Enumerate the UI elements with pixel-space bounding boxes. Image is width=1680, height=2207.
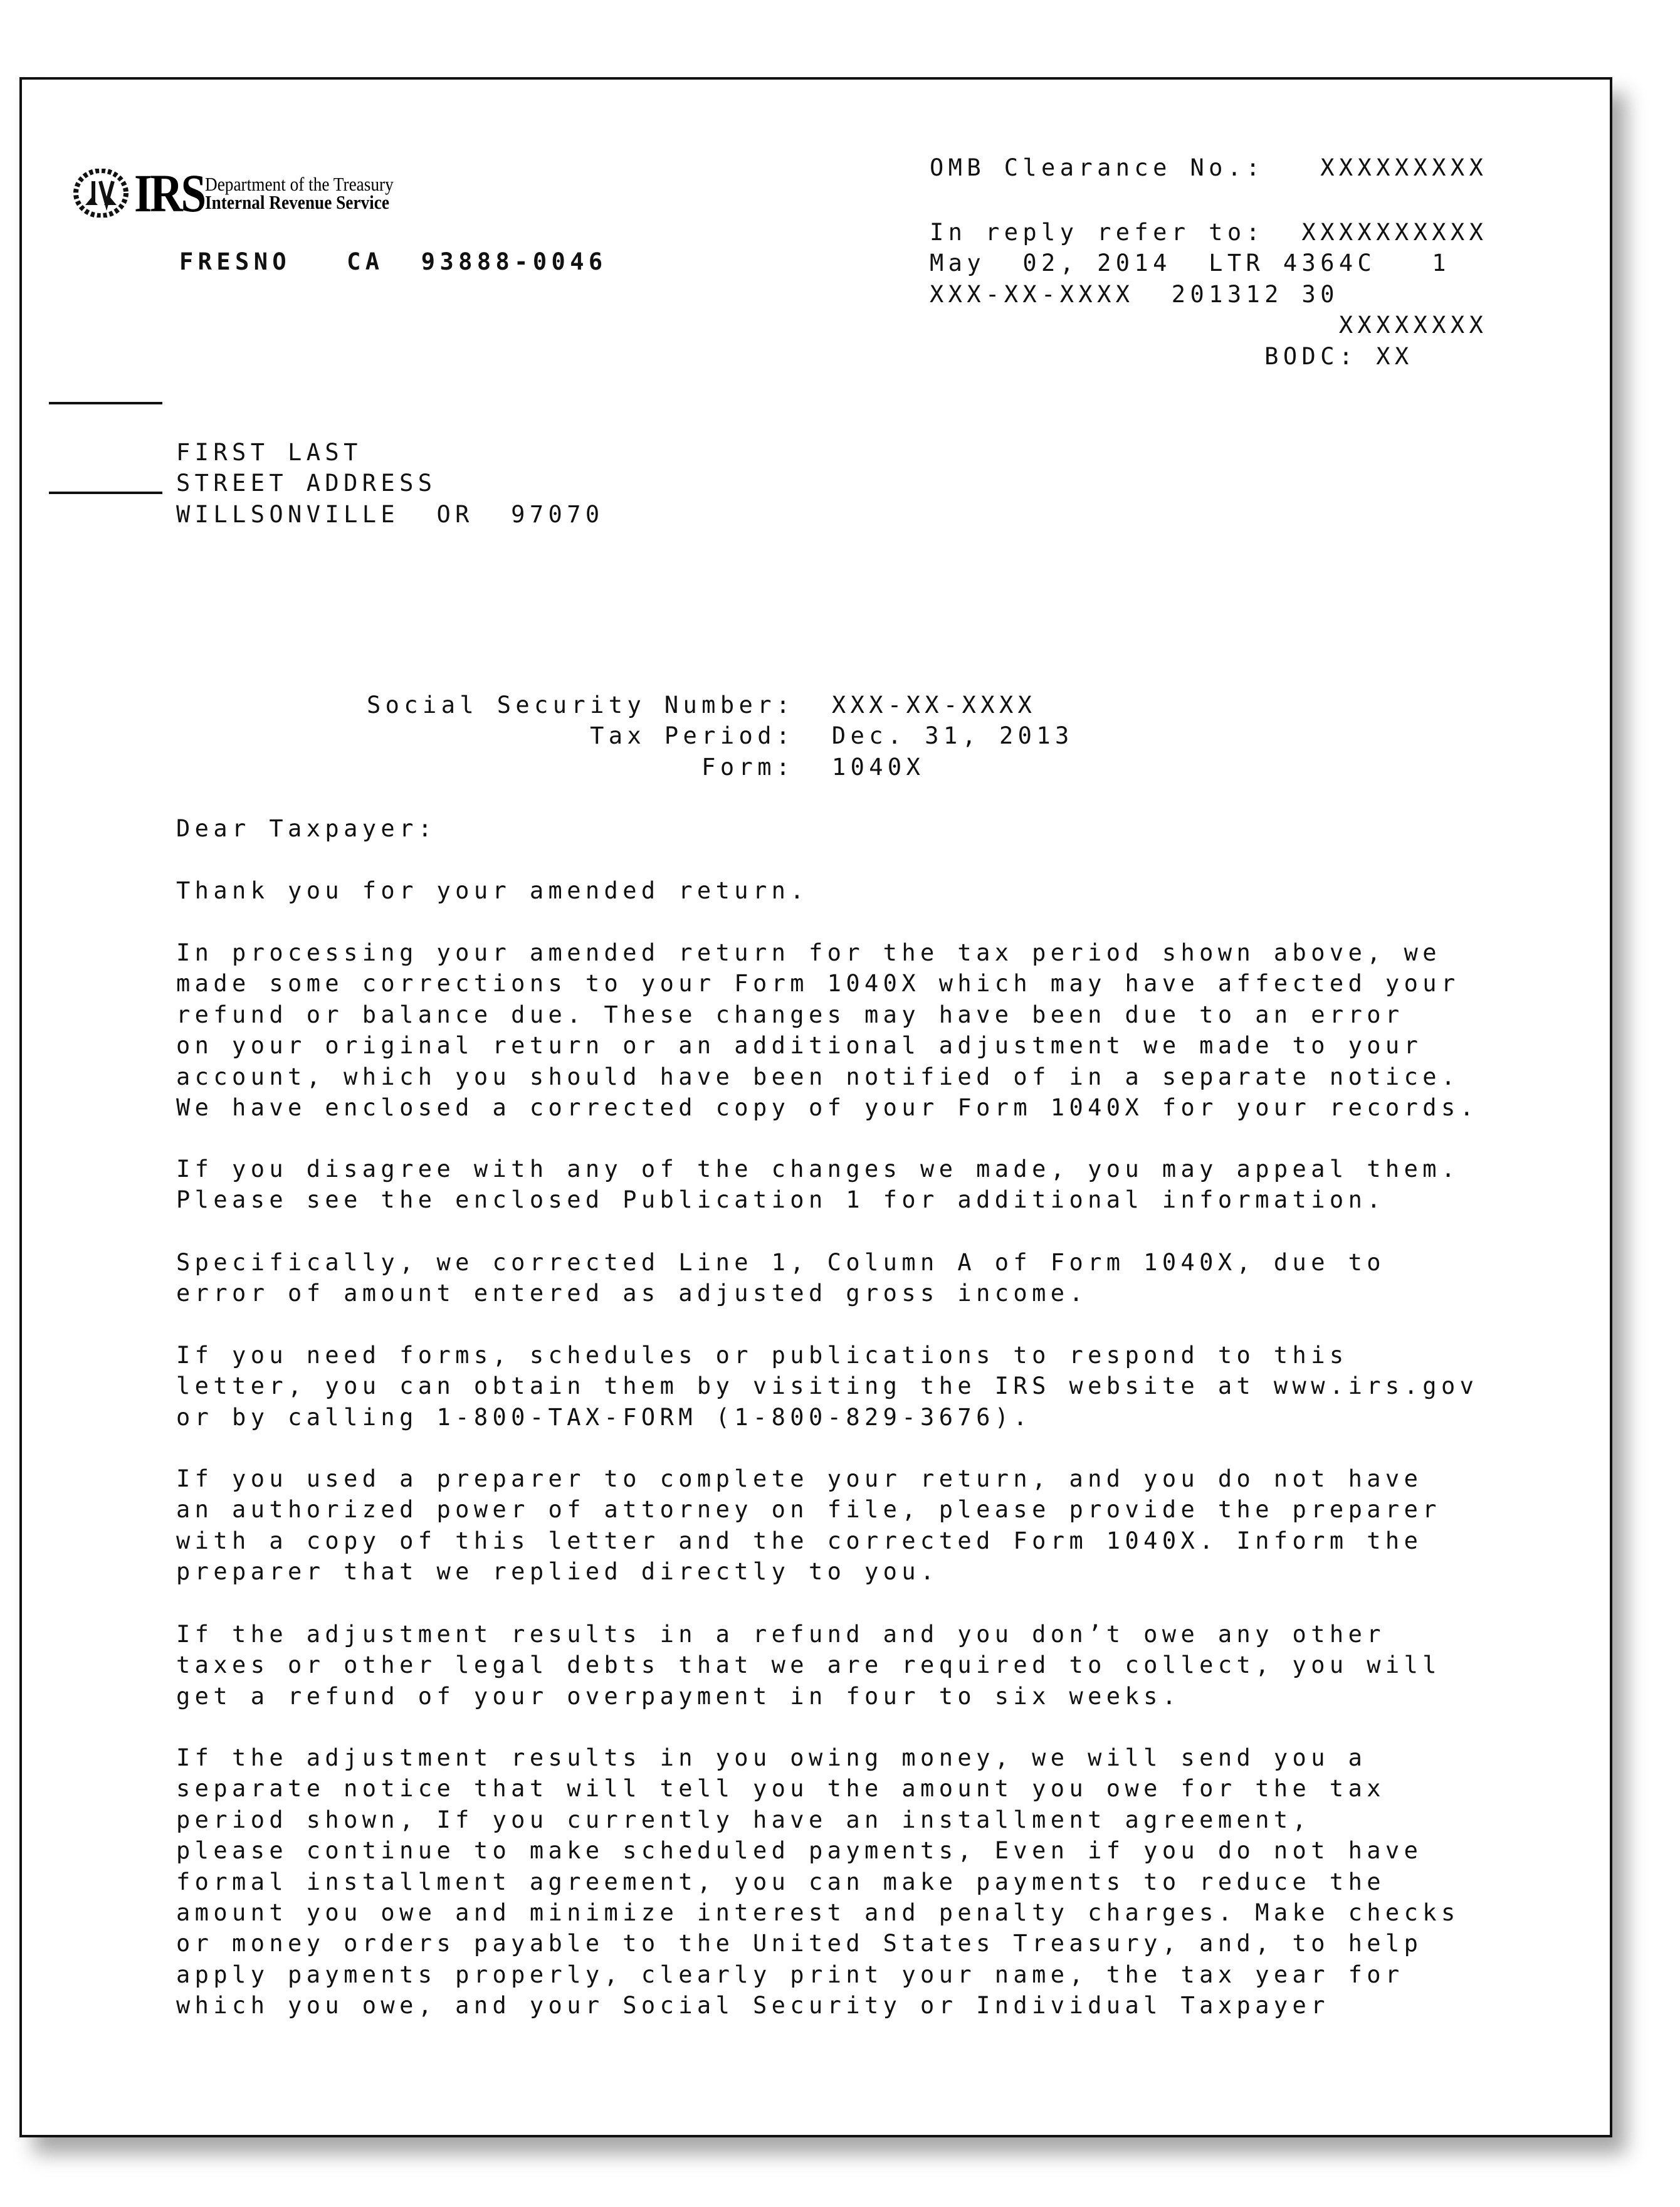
sender-city: FRESNO CA 93888-0046 xyxy=(179,248,607,275)
reply-reference-block: In reply refer to: XXXXXXXXXX May 02, 2014 LTR 4364C 1 XXX-XX-XXXX 201312 30 XXXXXXXX BODC: XX xyxy=(930,219,1488,370)
paragraph-corrections: In processing your amended return for the tax period shown above, we made some corrections to your Form 1040X which may have affected your refund or balance due. These changes may have been due to an error on your original return or an additional adjustment we made to your account, which you should have been notified of in a separate notice. We have enclosed a corrected copy of your Form 1040X for your records. xyxy=(176,939,1479,1122)
fold-mark-top xyxy=(49,402,162,404)
paragraph-appeal: If you disagree with any of the changes we made, you may appeal them. Please see the enclosed Publication 1 for additional information. xyxy=(176,1156,1460,1214)
paragraph-forms: If you need forms, schedules or publications to respond to this letter, you can obtain them by visiting the IRS website at www.irs.gov or by calling 1-800-TAX-FORM (1-800-829-3676). xyxy=(176,1342,1479,1431)
irs-wordmark: IRS xyxy=(134,163,204,223)
agency-line-2: Internal Revenue Service xyxy=(205,191,390,213)
paragraph-thanks: Thank you for your amended return. xyxy=(176,877,809,904)
recipient-address: FIRST LAST STREET ADDRESS WILLSONVILLE OR 97070 xyxy=(176,439,604,528)
omb-clearance: OMB Clearance No.: XXXXXXXXX xyxy=(930,154,1488,181)
salutation: Dear Taxpayer: xyxy=(176,815,437,842)
reference-block: Social Security Number: XXX-XX-XXXX Tax Period: Dec. 31, 2013 Form: 1040X xyxy=(367,692,1074,781)
irs-eagle-seal-icon xyxy=(73,169,129,218)
irs-logo xyxy=(73,163,419,223)
fold-mark-bottom xyxy=(49,492,162,494)
paragraph-preparer: If you used a preparer to complete your return, and you do not have an authorized power of attorney on file, please provide the preparer with a copy of this letter and the corrected Form 1040X. Inform the preparer that we replied directly to you. xyxy=(176,1465,1441,1586)
paragraph-owing: If the adjustment results in you owing money, we will send you a separate notice that will tell you the amount you owe for the tax period shown, If you currently have an installment agreement, please continue to make scheduled payments, Even if you do not have formal installment agreement, you can make payments to reduce the amount you owe and minimize interest and penalty charges. Make checks or money orders payable to the United States Treasury, and, to help apply payments properly, clearly print your name, the tax year for which you owe, and your Social Security or Individual Taxpayer xyxy=(176,1744,1460,2020)
agency-line-1: Department of the Treasury xyxy=(205,173,394,195)
agency-name xyxy=(205,175,394,211)
paragraph-specifics: Specifically, we corrected Line 1, Column A of Form 1040X, due to error of amount entered as adjusted gross income. xyxy=(176,1249,1385,1307)
paragraph-refund: If the adjustment results in a refund and you don’t owe any other taxes or other legal debts that we are required to collect, you will get a refund of your overpayment in four to six weeks. xyxy=(176,1621,1441,1710)
